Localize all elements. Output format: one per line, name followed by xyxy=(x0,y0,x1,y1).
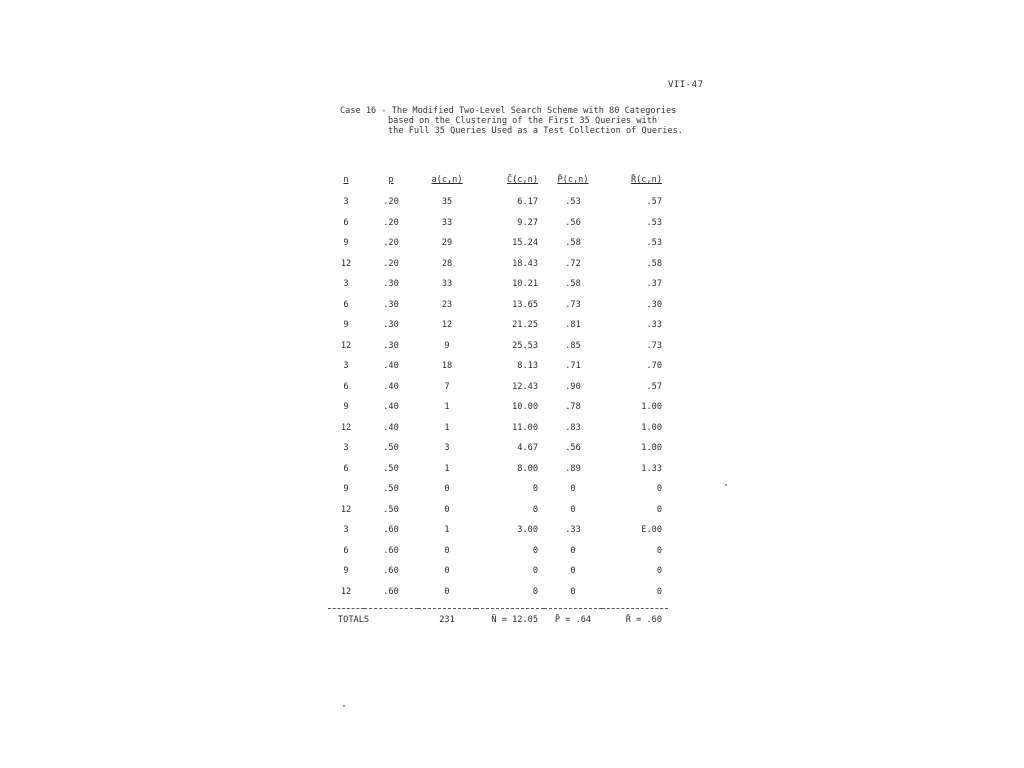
cell-n: 6 xyxy=(343,217,349,228)
caption-line-2: based on the Clustering of the First 35 Queries with xyxy=(388,116,658,126)
cell-precision: .78 xyxy=(565,402,581,413)
cell-precision: 0 xyxy=(570,545,576,556)
cell-a: 23 xyxy=(441,299,453,310)
totals-c: N̄ = 12.05 xyxy=(491,615,538,625)
cell-p: .30 xyxy=(383,320,399,331)
cell-recall: .37 xyxy=(646,279,662,290)
cell-p: .60 xyxy=(383,566,399,577)
cell-p: .60 xyxy=(383,586,399,597)
cell-n: 12 xyxy=(340,258,352,269)
cell-c: 6.17 xyxy=(517,197,538,208)
cell-a: 0 xyxy=(444,504,450,515)
cell-c: 9.27 xyxy=(517,217,538,228)
caption xyxy=(340,106,683,136)
table-row xyxy=(328,561,668,582)
cell-precision: .53 xyxy=(565,197,581,208)
cell-c: 11.00 xyxy=(512,422,538,433)
table-row xyxy=(328,254,668,275)
cell-a: 1 xyxy=(444,463,450,474)
cell-p: .30 xyxy=(383,299,399,310)
cell-a: 1 xyxy=(444,402,450,413)
cell-c: 3.00 xyxy=(517,525,538,536)
header-n: n xyxy=(343,175,349,185)
cell-p: .40 xyxy=(383,402,399,413)
table-row xyxy=(328,438,668,459)
cell-p: .20 xyxy=(383,238,399,249)
cell-c: 13.65 xyxy=(512,299,538,310)
table-row xyxy=(328,213,668,234)
cell-recall: E.00 xyxy=(641,525,662,536)
cell-p: .50 xyxy=(383,504,399,515)
cell-precision: .81 xyxy=(565,320,581,331)
cell-recall: .57 xyxy=(646,381,662,392)
cell-recall: .33 xyxy=(646,320,662,331)
cell-n: 9 xyxy=(343,320,349,331)
cell-p: .50 xyxy=(383,463,399,474)
table-row xyxy=(328,418,668,439)
cell-a: 7 xyxy=(444,381,450,392)
table-row xyxy=(328,397,668,418)
cell-recall: .73 xyxy=(646,340,662,351)
cell-a: 1 xyxy=(444,525,450,536)
table-row xyxy=(328,356,668,377)
cell-p: .40 xyxy=(383,381,399,392)
cell-n: 6 xyxy=(343,299,349,310)
cell-recall: 0 xyxy=(656,586,662,597)
table-row xyxy=(328,520,668,541)
cell-c: 25.53 xyxy=(512,340,538,351)
cell-n: 12 xyxy=(340,422,352,433)
table-row xyxy=(328,582,668,603)
totals-recall: R̄ = .60 xyxy=(625,615,662,625)
cell-a: 35 xyxy=(441,197,453,208)
table-header-row xyxy=(328,168,668,192)
cell-p: .20 xyxy=(383,217,399,228)
cell-precision: .56 xyxy=(565,443,581,454)
cell-precision: .71 xyxy=(565,361,581,372)
cell-recall: 1.33 xyxy=(641,463,662,474)
table-row xyxy=(328,541,668,562)
table-row xyxy=(328,192,668,213)
cell-p: .50 xyxy=(383,443,399,454)
results-table xyxy=(328,168,668,631)
table-row xyxy=(328,315,668,336)
cell-p: .20 xyxy=(383,197,399,208)
cell-n: 9 xyxy=(343,566,349,577)
cell-precision: .89 xyxy=(565,463,581,474)
caption-line-1: Case 16 - The Modified Two-Level Search Scheme with 80 Categories xyxy=(340,106,677,116)
header-precision: P̄(c,n) xyxy=(557,175,589,185)
cell-a: 0 xyxy=(444,545,450,556)
cell-recall: 1.00 xyxy=(641,443,662,454)
cell-p: .30 xyxy=(383,340,399,351)
cell-precision: .58 xyxy=(565,279,581,290)
caption-line-3: the Full 35 Queries Used as a Test Collection of Queries. xyxy=(388,126,683,136)
table-row xyxy=(328,336,668,357)
cell-n: 3 xyxy=(343,525,349,536)
cell-n: 12 xyxy=(340,504,352,515)
cell-a: 28 xyxy=(441,258,453,269)
cell-p: .20 xyxy=(383,258,399,269)
cell-precision: .85 xyxy=(565,340,581,351)
cell-recall: 0 xyxy=(656,545,662,556)
cell-precision: .73 xyxy=(565,299,581,310)
cell-recall: 1.00 xyxy=(641,402,662,413)
cell-n: 12 xyxy=(340,586,352,597)
page-number: VII-47 xyxy=(668,80,704,90)
cell-recall: 0 xyxy=(656,566,662,577)
cell-c: 8.13 xyxy=(517,361,538,372)
cell-a: 1 xyxy=(444,422,450,433)
cell-c: 21.25 xyxy=(512,320,538,331)
cell-a: 33 xyxy=(441,279,453,290)
cell-precision: .83 xyxy=(565,422,581,433)
cell-p: .30 xyxy=(383,279,399,290)
table-body xyxy=(328,192,668,631)
cell-c: 8.00 xyxy=(517,463,538,474)
cell-a: 3 xyxy=(444,443,450,454)
cell-c: 0 xyxy=(532,484,538,495)
table-row xyxy=(328,377,668,398)
scan-speck xyxy=(343,705,345,707)
cell-recall: .57 xyxy=(646,197,662,208)
cell-precision: .56 xyxy=(565,217,581,228)
cell-n: 3 xyxy=(343,361,349,372)
cell-c: 10.00 xyxy=(512,402,538,413)
cell-c: 10.21 xyxy=(512,279,538,290)
cell-a: 12 xyxy=(441,320,453,331)
cell-a: 9 xyxy=(444,340,450,351)
cell-c: 0 xyxy=(532,586,538,597)
header-c: C̄(c,n) xyxy=(506,175,538,185)
cell-recall: 0 xyxy=(656,504,662,515)
table-row xyxy=(328,295,668,316)
cell-p: .40 xyxy=(383,361,399,372)
cell-a: 0 xyxy=(444,586,450,597)
cell-precision: 0 xyxy=(570,504,576,515)
cell-n: 12 xyxy=(340,340,352,351)
cell-p: .60 xyxy=(383,545,399,556)
header-p: p xyxy=(388,175,394,185)
cell-n: 6 xyxy=(343,545,349,556)
totals-precision: P̄ = .64 xyxy=(554,615,592,625)
cell-recall: .58 xyxy=(646,258,662,269)
cell-recall: .70 xyxy=(646,361,662,372)
cell-recall: .53 xyxy=(646,217,662,228)
header-recall: R̄(c,n) xyxy=(630,175,662,185)
cell-c: 0 xyxy=(532,545,538,556)
cell-p: .50 xyxy=(383,484,399,495)
totals-row xyxy=(328,609,668,632)
cell-c: 4.67 xyxy=(517,443,538,454)
cell-a: 18 xyxy=(441,361,453,372)
cell-n: 9 xyxy=(343,238,349,249)
cell-n: 3 xyxy=(343,197,349,208)
cell-precision: 0 xyxy=(570,586,576,597)
cell-n: 9 xyxy=(343,402,349,413)
table-row xyxy=(328,479,668,500)
cell-c: 15.24 xyxy=(512,238,538,249)
cell-n: 6 xyxy=(343,463,349,474)
cell-c: 18.43 xyxy=(512,258,538,269)
scan-speck xyxy=(725,484,727,486)
cell-n: 3 xyxy=(343,279,349,290)
cell-p: .60 xyxy=(383,525,399,536)
cell-recall: .53 xyxy=(646,238,662,249)
cell-precision: .33 xyxy=(565,525,581,536)
cell-recall: 1.00 xyxy=(641,422,662,433)
cell-a: 0 xyxy=(444,566,450,577)
cell-p: .40 xyxy=(383,422,399,433)
cell-a: 0 xyxy=(444,484,450,495)
table-row xyxy=(328,459,668,480)
cell-precision: .90 xyxy=(565,381,581,392)
cell-n: 3 xyxy=(343,443,349,454)
cell-c: 0 xyxy=(532,566,538,577)
cell-a: 33 xyxy=(441,217,453,228)
cell-precision: .72 xyxy=(565,258,581,269)
cell-n: 9 xyxy=(343,484,349,495)
table-row xyxy=(328,233,668,254)
cell-a: 29 xyxy=(441,238,453,249)
cell-n: 6 xyxy=(343,381,349,392)
cell-precision: 0 xyxy=(570,484,576,495)
cell-precision: .58 xyxy=(565,238,581,249)
table-row xyxy=(328,274,668,295)
cell-recall: 0 xyxy=(656,484,662,495)
table-row xyxy=(328,500,668,521)
cell-c: 0 xyxy=(532,504,538,515)
cell-c: 12.43 xyxy=(512,381,538,392)
cell-precision: 0 xyxy=(570,566,576,577)
cell-recall: .30 xyxy=(646,299,662,310)
totals-a: 231 xyxy=(439,615,455,625)
header-a: a(c,n) xyxy=(431,175,463,185)
totals-label: TOTALS xyxy=(338,615,370,625)
